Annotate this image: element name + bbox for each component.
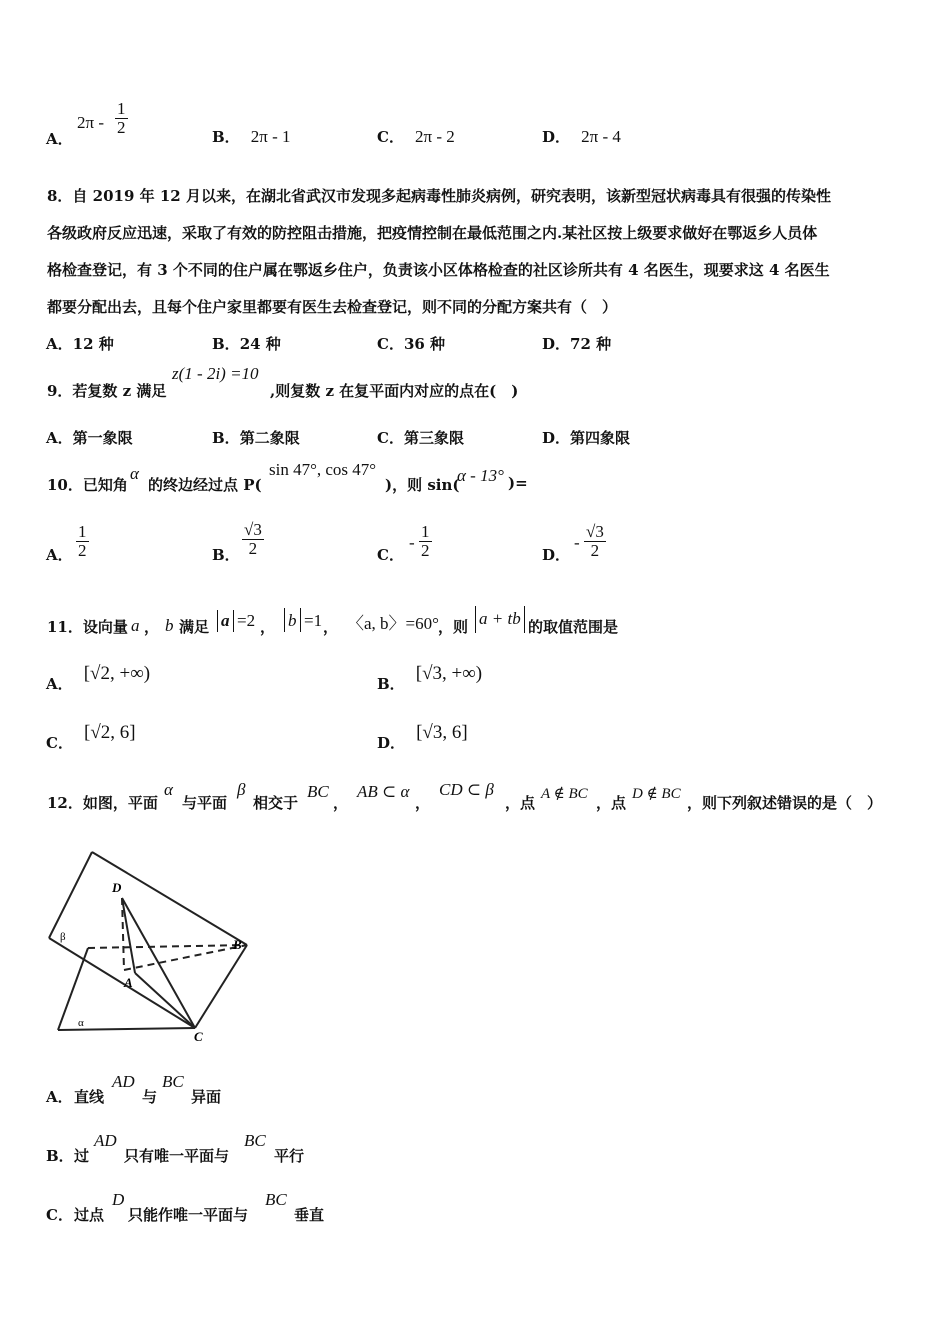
q11-option-text: [√2, +∞) xyxy=(83,663,151,684)
dashed-line xyxy=(88,945,247,948)
q9-option-text: 第二象限 xyxy=(239,429,300,447)
q11-option-a xyxy=(46,663,150,694)
q8-option-a xyxy=(46,333,114,354)
q10-option-d xyxy=(542,523,662,569)
q10-option-label: D． xyxy=(542,546,571,564)
q10-option-num: 1 xyxy=(78,522,87,541)
q12-option-mid: 只能作唯一平面与 xyxy=(128,1206,249,1224)
q12-comma: ， xyxy=(333,794,349,812)
q10-point: sin 47°, cos 47° xyxy=(269,460,377,479)
q12-stem-b: 与平面 xyxy=(182,794,228,812)
q12-option-m2: BC xyxy=(244,1131,266,1150)
q7-option-a-expr: 2π - xyxy=(77,113,104,132)
plane-beta-edge xyxy=(92,852,247,945)
q12-alpha: α xyxy=(164,780,173,799)
q9-option-d xyxy=(542,427,630,448)
q11-stem-a: 11．设向量 xyxy=(47,618,128,636)
q11-cond2-val: =1 xyxy=(304,611,323,630)
q11-comma: ， xyxy=(260,618,276,636)
q7-option-a-num: 1 xyxy=(117,99,126,118)
q12-option-m1: D xyxy=(112,1190,125,1209)
q8-option-label: D． xyxy=(542,335,571,353)
q12-point-d: ，点 xyxy=(596,794,627,812)
q10-option-d-fraction xyxy=(584,523,606,560)
q8-stem xyxy=(47,178,907,326)
q8-option-text: 12 种 xyxy=(72,335,114,353)
q12-option-pre: 过 xyxy=(74,1147,90,1165)
q8-line: 都要分配出去，且每个住户家里都要有医生去检查登记，则不同的分配方案共有（ ） xyxy=(47,298,618,316)
q10-stem-b: 的终边经过点 P( xyxy=(148,476,262,494)
q10-stem-a: 10．已知角 xyxy=(47,476,128,494)
q10-alpha: α xyxy=(130,464,139,483)
q11-stem xyxy=(47,604,667,640)
q9-option-label: D． xyxy=(542,429,571,447)
q9-option-text: 第三象限 xyxy=(403,429,464,447)
q7-option-d-label: D． xyxy=(542,128,571,146)
line-ac xyxy=(135,973,195,1028)
q9-stem-a: 9．若复数 z 满足 xyxy=(47,382,167,400)
q12-option-post: 垂直 xyxy=(294,1206,325,1224)
figure-label-d: D xyxy=(112,880,122,895)
q12-option-m2: BC xyxy=(265,1190,287,1209)
abs-bar xyxy=(300,608,301,632)
figure-label-beta: β xyxy=(60,931,66,943)
q7-option-d-expr: 2π - 4 xyxy=(581,127,621,146)
q11-vector-b: b xyxy=(165,616,174,635)
q8-line: 8．自 2019 年 12 月以来，在湖北省武汉市发现多起病毒性肺炎病例，研究表明，该新型冠状病毒具有很强的传染性 xyxy=(47,187,831,205)
q12-cond4: D ∉ BC xyxy=(632,786,681,802)
q10-option-label: A． xyxy=(46,546,73,564)
q8-option-label: A． xyxy=(46,335,73,353)
abs-bar xyxy=(284,608,285,632)
q10-option-den: 2 xyxy=(78,541,87,560)
q10-option-b xyxy=(212,521,332,569)
figure-label-a: A xyxy=(124,975,133,990)
q7-option-b-expr: 2π - 1 xyxy=(250,127,291,146)
q8-option-label: C． xyxy=(377,335,404,353)
q10-option-label: B． xyxy=(212,546,240,564)
q11-stem-d: 的取值范围是 xyxy=(528,618,619,636)
q7-option-a-label: A． xyxy=(46,130,73,148)
q12-option-label: A． xyxy=(46,1088,73,1106)
q9-option-a xyxy=(46,427,133,448)
q7-option-d xyxy=(542,126,621,147)
q12-option-mid: 只有唯一平面与 xyxy=(124,1147,230,1165)
q11-cond2-var: b xyxy=(288,611,297,630)
q8-option-label: B． xyxy=(212,335,240,353)
abs-bar xyxy=(524,606,525,633)
q12-stem-c: 相交于 xyxy=(253,794,299,812)
q10-option-num: 1 xyxy=(421,522,430,541)
figure-label-b: B xyxy=(233,937,242,952)
q8-option-d xyxy=(542,333,611,354)
q10-option-a xyxy=(46,523,166,569)
q12-cond2: CD ⊂ β xyxy=(439,780,494,799)
q8-option-text: 24 种 xyxy=(239,335,281,353)
q12-option-post: 异面 xyxy=(191,1088,222,1106)
q10-option-c xyxy=(377,523,497,569)
q7-option-b-label: B． xyxy=(212,128,240,146)
q11-cond1-val: =2 xyxy=(237,611,256,630)
abs-bar xyxy=(475,606,476,633)
plane-beta-edge xyxy=(49,852,92,938)
abs-bar xyxy=(233,610,234,632)
line-bc xyxy=(195,945,247,1028)
q11-cond1-var: a xyxy=(221,611,230,630)
q10-option-den: 2 xyxy=(248,539,258,558)
q12-comma: ， xyxy=(415,794,431,812)
q8-option-text: 36 种 xyxy=(403,335,446,353)
q12-point-a: ，点 xyxy=(505,794,536,812)
q9-option-b xyxy=(212,427,300,448)
q12-option-post: 平行 xyxy=(274,1147,305,1165)
q11-comma: ， xyxy=(323,618,339,636)
q12-cond1: AB ⊂ α xyxy=(357,782,410,801)
q10-option-c-fraction xyxy=(419,523,432,560)
q11-cond3: 〈a, b〉=60° xyxy=(347,614,439,633)
q12-figure xyxy=(40,840,260,1050)
q9-option-label: A． xyxy=(46,429,73,447)
q8-line: 各级政府反应迅速，采取了有效的防控阻击措施，把疫情控制在最低范围之内.某社区按上级要求做好在鄂返乡人员体 xyxy=(47,224,818,242)
q10-option-den: 2 xyxy=(590,541,600,560)
q12-stem-d: ，则下列叙述错误的是（ ） xyxy=(687,794,883,812)
q12-option-label: B． xyxy=(46,1147,74,1165)
q12-stem xyxy=(47,780,907,816)
q9-option-text: 第四象限 xyxy=(570,429,631,447)
q11-vector-a: a xyxy=(131,616,140,635)
q11-option-text: [√2, 6] xyxy=(84,722,136,743)
q10-stem-d: )= xyxy=(508,474,528,492)
q10-stem-c: )，则 sin( xyxy=(385,476,460,494)
q11-option-text: [√3, +∞) xyxy=(415,663,483,684)
q11-option-b xyxy=(377,663,482,694)
q12-option-m1: AD xyxy=(112,1072,135,1091)
q7-option-c-label: C． xyxy=(377,128,404,146)
q12-stem-a: 12．如图，平面 xyxy=(47,794,158,812)
q10-option-b-fraction xyxy=(242,521,264,558)
q9-option-label: C． xyxy=(377,429,404,447)
q10-option-label: C． xyxy=(377,546,404,564)
q10-option-sign: - xyxy=(409,533,415,552)
q12-option-mid: 与 xyxy=(142,1088,158,1106)
q11-stem-c: ，则 xyxy=(438,618,469,636)
q7-option-b xyxy=(212,126,291,147)
q12-option-m2: BC xyxy=(162,1072,184,1091)
q8-option-b xyxy=(212,333,281,354)
dashed-line xyxy=(124,945,247,970)
q7-option-a-den: 2 xyxy=(117,118,126,137)
q10-option-den: 2 xyxy=(421,541,430,560)
q11-option-label: C． xyxy=(46,734,73,752)
q10-option-num: √3 xyxy=(586,522,604,541)
q12-option-m1: AD xyxy=(94,1131,117,1150)
q11-sep: ， xyxy=(144,618,160,636)
q7-option-c-expr: 2π - 2 xyxy=(415,127,455,146)
q9-option-c xyxy=(377,427,464,448)
q10-option-sign: - xyxy=(574,533,580,552)
q12-option-label: C． xyxy=(46,1206,73,1224)
q9-equation: z(1 - 2i) =10 xyxy=(172,364,259,383)
q10-option-num: √3 xyxy=(244,520,262,539)
q8-option-text: 72 种 xyxy=(570,335,612,353)
figure-label-alpha: α xyxy=(78,1017,84,1029)
q9-option-label: B． xyxy=(212,429,240,447)
q9-option-text: 第一象限 xyxy=(72,429,133,447)
q12-option-pre: 过点 xyxy=(74,1206,105,1224)
q11-option-d xyxy=(377,722,468,753)
q8-option-c xyxy=(377,333,445,354)
q11-stem-b: 满足 xyxy=(179,618,210,636)
q10-arg: α - 13° xyxy=(457,466,504,485)
q7-option-c xyxy=(377,126,455,147)
q11-option-label: A． xyxy=(46,675,73,693)
plane-beta-edge xyxy=(49,938,195,1028)
q11-option-text: [√3, 6] xyxy=(416,722,468,743)
q12-option-pre: 直线 xyxy=(74,1088,105,1106)
q7-option-a-fraction xyxy=(115,100,128,137)
figure-label-c: C xyxy=(194,1029,203,1044)
q11-expr: a + tb xyxy=(479,609,521,628)
q11-option-c xyxy=(46,722,136,753)
q12-bc: BC xyxy=(307,782,329,801)
q8-line: 格检查登记，有 3 个不同的住户属在鄂返乡住户，负责该小区体格检查的社区诊所共有 4 名医生，现要求这 4 名医生 xyxy=(47,261,830,279)
q10-option-a-fraction xyxy=(76,523,89,560)
q11-option-label: B． xyxy=(377,675,405,693)
q12-beta: β xyxy=(237,780,246,799)
abs-bar xyxy=(217,610,218,632)
q9-stem-b: ,则复数 z 在复平面内对应的点在( ) xyxy=(270,382,519,400)
q11-option-label: D． xyxy=(377,734,406,752)
q12-cond3: A ∉ BC xyxy=(541,786,588,802)
